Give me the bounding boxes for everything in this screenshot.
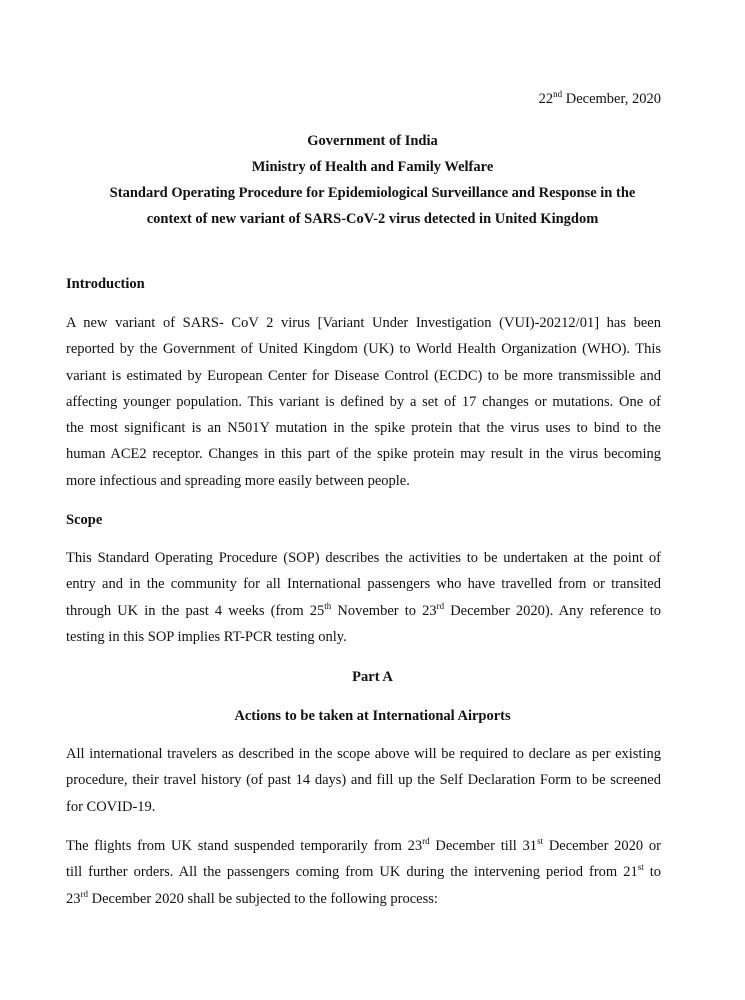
airports-para2-line-1: The flights from UK stand suspended temporarily from 23rd December till 31st December 2020 or (66, 836, 661, 854)
scope-line-1: This Standard Operating Procedure (SOP) describes the activities to be undertaken at the point of (66, 550, 661, 566)
airports-para2-line-2: till further orders. All the passengers coming from UK during the intervening period from 21st to (66, 862, 662, 881)
document-heading (40, 128, 705, 232)
part-a-title: Part A (352, 669, 393, 685)
airports-paragraph-1 (66, 741, 661, 820)
part-a-subtitle: Actions to be taken at International Airports (234, 708, 511, 724)
airports-paragraph-2 (66, 833, 661, 912)
airports-para2-line-3: 23rd December 2020 shall be subjected to the following process: (66, 888, 438, 907)
scope-line-3: through UK in the past 4 weeks (from 25th November to 23rd December 2020). Any reference to (66, 600, 662, 619)
scope-title: Scope (66, 512, 103, 528)
scope-line-2: entry and in the community for all International passengers who have travelled from or transited (66, 576, 661, 593)
airports-para1-line: for COVID-19. (66, 798, 156, 815)
heading-line-4: context of new variant of SARS-CoV-2 virus detected in United Kingdom (146, 211, 599, 227)
document-date (539, 89, 661, 109)
introduction-line: A new variant of SARS- CoV 2 virus [Variant Under Investigation (VUI)-20212/01] has been (66, 315, 661, 331)
airports-para1-line: procedure, their travel history (of past 14 days) and fill up the Self Declaration Form to be screened (66, 772, 661, 789)
date-rest: December, 2020 (562, 91, 661, 107)
introduction-line: reported by the Government of United Kingdom (UK) to World Health Organization (WHO). This (66, 341, 661, 358)
heading-line-1: Government of India (307, 133, 438, 149)
introduction-line: human ACE2 receptor. Changes in this part of the spike protein may result in the virus becoming (66, 446, 661, 463)
date-day: 22 (538, 91, 554, 107)
introduction-paragraph (66, 310, 661, 494)
date-suffix: nd (553, 89, 563, 100)
introduction-line: more infectious and spreading more easily between people. (66, 472, 410, 489)
heading-line-3: Standard Operating Procedure for Epidemiological Surveillance and Response in the (109, 185, 636, 201)
airports-para1-line: All international travelers as described in the scope above will be required to declare as per existing (66, 746, 661, 762)
scope-line-4: testing in this SOP implies RT-PCR testing only. (66, 628, 347, 645)
heading-line-2: Ministry of Health and Family Welfare (251, 159, 494, 175)
introduction-line: the most significant is an N501Y mutation in the spike protein that the virus uses to bind to the (66, 420, 661, 437)
introduction-line: affecting younger population. This variant is defined by a set of 17 changes or mutations. One of (66, 393, 661, 410)
scope-paragraph (66, 545, 661, 650)
introduction-title: Introduction (66, 276, 145, 292)
introduction-line: variant is estimated by European Center for Disease Control (ECDC) to be more transmissible and (66, 367, 661, 384)
